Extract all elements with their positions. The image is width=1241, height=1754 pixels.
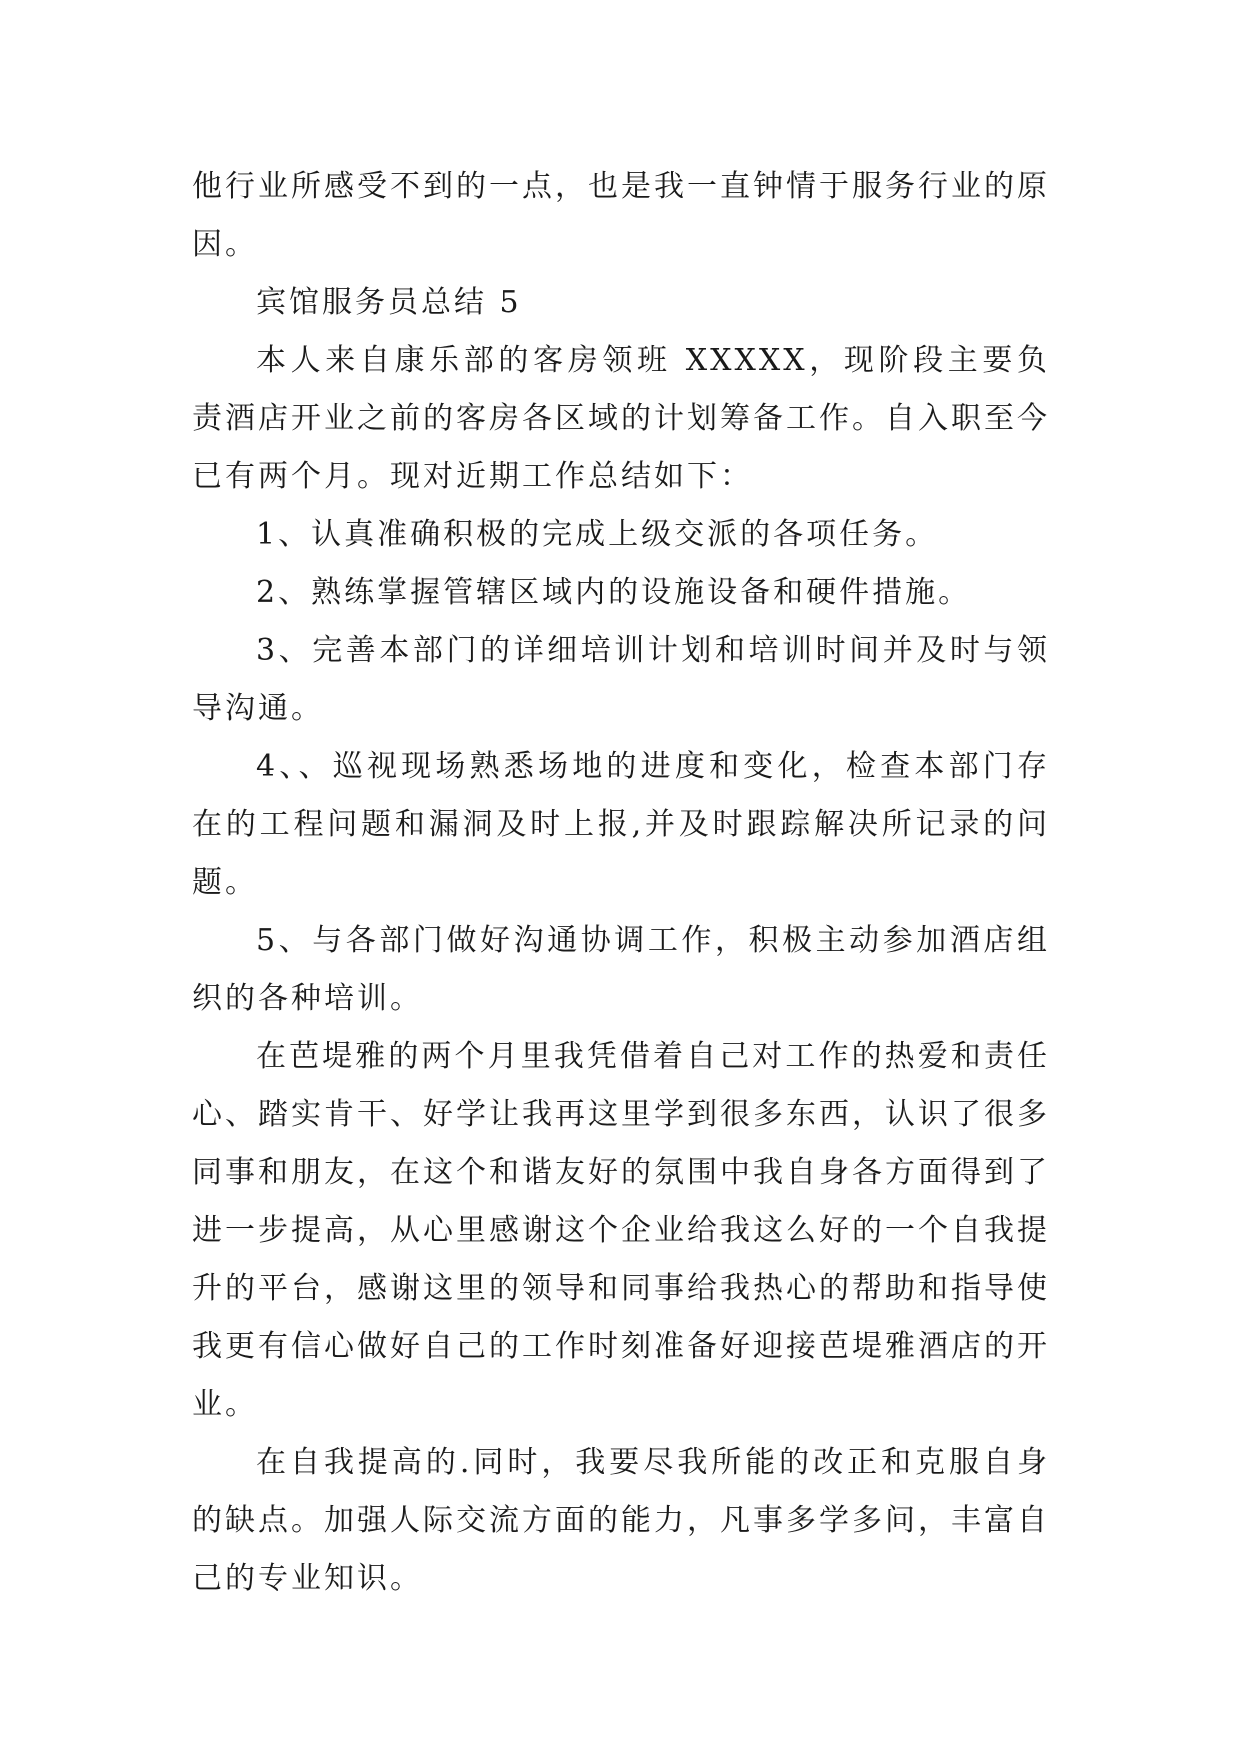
paragraph-conclusion: 在自我提高的.同时，我要尽我所能的改正和克服自身的缺点。加强人际交流方面的能力，凡事多学多问，丰富自己的专业知识。: [192, 1445, 1050, 1596]
list-item-3: 3、完善本部门的详细培训计划和培训时间并及时与领导沟通。: [192, 633, 1050, 726]
paragraph-intro: 本人来自康乐部的客房领班 XXXXX，现阶段主要负责酒店开业之前的客房各区域的计划筹备工作。自入职至今已有两个月。现对近期工作总结如下：: [192, 343, 1050, 494]
paragraph-reflection: 在芭堤雅的两个月里我凭借着自己对工作的热爱和责任心、踏实肯干、好学让我再这里学到很多东西，认识了很多同事和朋友，在这个和谐友好的氛围中我自身各方面得到了进一步提高，从心里感谢这个企业给我这么好的一个自我提升的平台，感谢这里的领导和同事给我热心的帮助和指导使我更有信心做好自己的工作时刻准备好迎接芭堤雅酒店的开业。: [192, 1039, 1050, 1422]
list-item-4: 4、、巡视现场熟悉场地的进度和变化，检查本部门存在的工程问题和漏洞及时上报,并及时跟踪解决所记录的问题。: [192, 749, 1050, 900]
list-item-5: 5、与各部门做好沟通协调工作，积极主动参加酒店组织的各种培训。: [192, 923, 1050, 1016]
list-item-1: 1、认真准确积极的完成上级交派的各项任务。: [256, 517, 939, 552]
paragraph-continuation: 他行业所感受不到的一点，也是我一直钟情于服务行业的原因。: [192, 169, 1050, 262]
section-heading: 宾馆服务员总结 5: [256, 285, 522, 320]
document-body: [192, 158, 1050, 1608]
list-item-2: 2、熟练掌握管辖区域内的设施设备和硬件措施。: [256, 575, 972, 610]
